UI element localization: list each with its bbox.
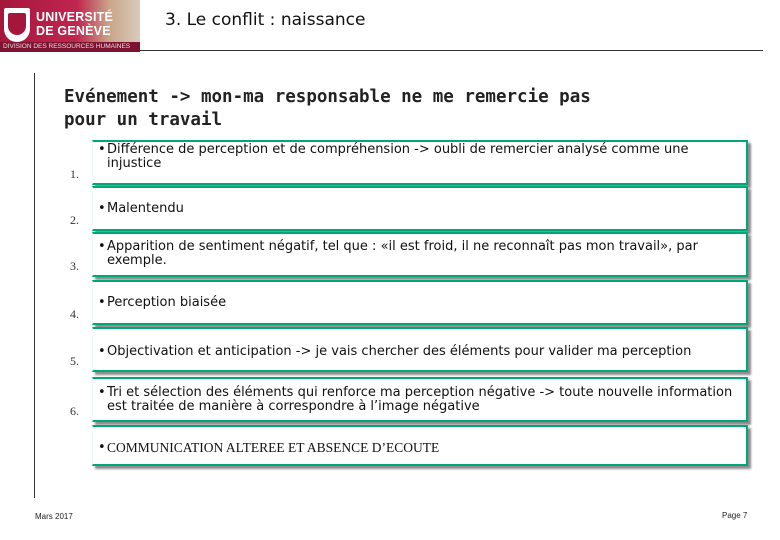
item-number: 3.	[70, 259, 79, 273]
bullet-icon: •	[98, 142, 106, 157]
item-text: Malentendu	[107, 201, 184, 216]
item-number: 1.	[70, 167, 79, 181]
item-box	[92, 186, 748, 231]
logo-text-line1: UNIVERSITÉ	[36, 10, 114, 24]
item-box	[92, 327, 748, 372]
item-box	[92, 232, 748, 277]
item-box	[92, 377, 748, 422]
heading-line1: Evénement -> mon-ma responsable ne me remercie pas	[64, 87, 591, 107]
item-number: 4.	[70, 307, 79, 321]
section-heading	[64, 86, 591, 132]
logo-text-line2: DE GENÈVE	[36, 24, 111, 38]
bullet-icon: •	[98, 201, 106, 216]
bullet-icon: •	[98, 239, 106, 254]
item-text: Objectivation et anticipation -> je vais chercher des éléments pour valider ma perception	[107, 344, 692, 359]
item-number: 5.	[70, 354, 79, 368]
heading-line2: pour un travail	[64, 110, 223, 130]
left-divider	[34, 73, 35, 498]
item-number: 6.	[70, 404, 79, 418]
page-number: Page 7	[722, 511, 748, 520]
bullet-icon: •	[98, 344, 106, 359]
item-text: Différence de perception et de compréhension -> oubli de remercier analysé comme une injustice	[107, 142, 689, 171]
item-text: Apparition de sentiment négatif, tel que : «il est froid, il ne reconnaît pas mon travail», par exemple.	[107, 239, 698, 268]
bullet-icon: •	[98, 295, 106, 310]
university-logo	[0, 0, 140, 52]
bullet-icon: •	[98, 440, 106, 455]
bullet-icon: •	[98, 385, 106, 400]
logo-division: DIVISION DES RESSOURCES HUMAINES	[0, 42, 140, 52]
item-text: Perception biaisée	[107, 295, 227, 310]
footer-date: Mars 2017	[35, 512, 73, 521]
item-box	[92, 280, 748, 325]
header-divider	[140, 50, 763, 51]
item-box	[92, 425, 748, 466]
item-text: COMMUNICATION ALTEREE ET ABSENCE D’ECOUTE	[107, 440, 440, 455]
item-text: Tri et sélection des éléments qui renforce ma perception négative -> toute nouvelle information est traitée de manière à correspondre à l’image négative	[107, 385, 733, 414]
slide-title: 3. Le conflit : naissance	[165, 10, 366, 30]
crest-icon	[4, 8, 30, 42]
item-number: 2.	[70, 213, 79, 227]
item-box	[92, 140, 748, 185]
